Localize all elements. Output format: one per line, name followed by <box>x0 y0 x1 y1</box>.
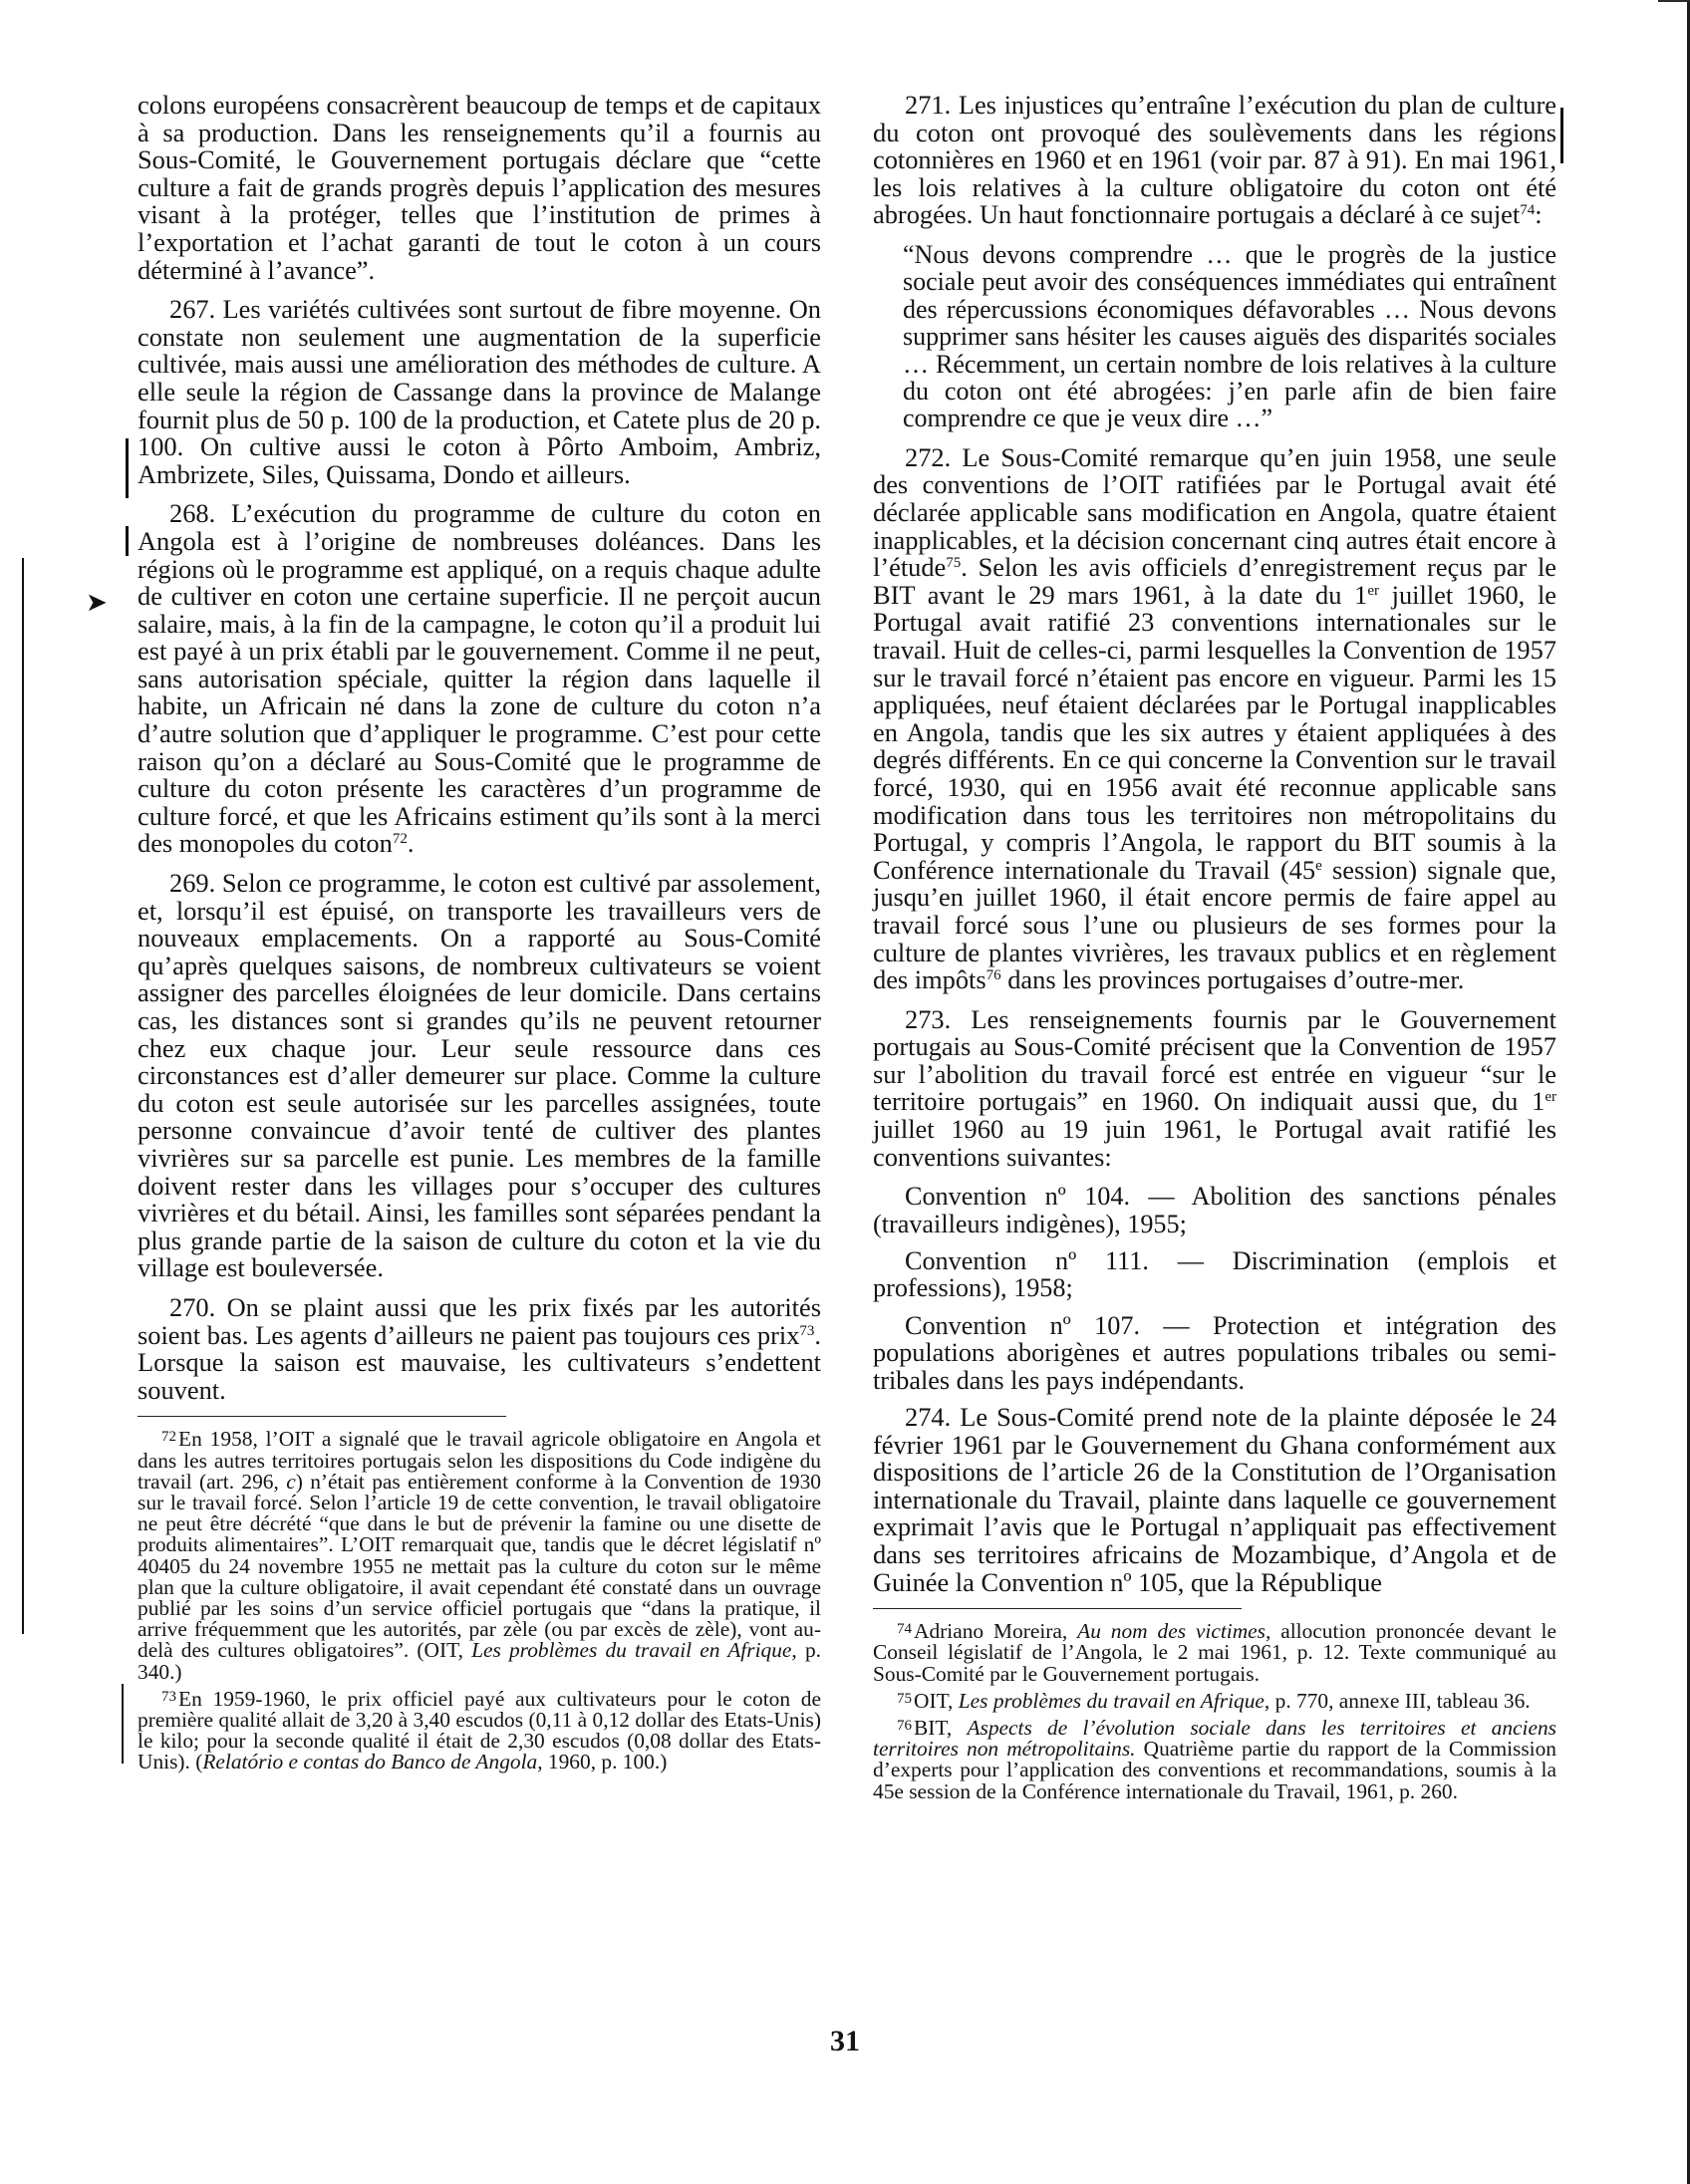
paragraph-268-end: . <box>407 828 415 859</box>
page-number: 31 <box>830 2025 860 2057</box>
footnote-separator-left <box>138 1416 506 1417</box>
footnote-73-number: 73 <box>161 1688 176 1705</box>
paragraph-272-text-d: session) signale que, jusqu’en juillet 1960, il était encore permis de faire appel au travail forcé sous l’une ou plusieurs de ses formes pour la culture de plantes vivrières, les travaux publics et en règlement des impôts <box>873 854 1556 995</box>
margin-bar-left-4 <box>122 1684 124 1764</box>
margin-bar-left-2 <box>126 526 129 556</box>
footnote-75 <box>873 1689 1556 1712</box>
paragraph-270-text-b: . Lorsque la saison est mauvaise, les cultivateurs s’endettent souvent. <box>138 1319 821 1405</box>
footnote-74-text-a: Adriano Moreira, <box>914 1619 1078 1644</box>
paragraph-271-end: : <box>1535 199 1543 230</box>
footnote-75-italic-a: Les problèmes du travail en Afrique <box>958 1688 1265 1713</box>
footnote-76-number: 76 <box>897 1718 912 1735</box>
convention-111: Convention nº 111. — Discrimination (emplois et professions), 1958; <box>873 1246 1556 1303</box>
footnote-ref-76: 76 <box>986 967 1001 984</box>
footnote-73-italic-a: Relatório e contas do Banco de Angola <box>202 1750 538 1774</box>
footnote-74-text-b: allocution prononcée devant le Conseil législatif de l’Angola, le 2 mai 1961, p. 12. Texte communiqué au Sous-Comité par le Gouvernement portugais. <box>873 1619 1556 1686</box>
footnote-ref-72: 72 <box>392 831 408 848</box>
footnote-ref-73: 73 <box>799 1322 815 1339</box>
footnote-75-number: 75 <box>897 1690 912 1707</box>
convention-107: Convention nº 107. — Protection et intégration des populations aborigènes et autres populations tribales ou semi-tribales dans les pays indépendants. <box>873 1310 1556 1395</box>
right-column <box>873 92 1556 1806</box>
footnote-73-text-b: , 1960, p. 100.) <box>537 1750 668 1774</box>
superscript-er-2: er <box>1545 1089 1556 1106</box>
footnote-ref-75: 75 <box>946 555 962 572</box>
paragraph-268-text: 268. L’exécution du programme de culture du coton en Angola est à l’origine de nombreuses doléances. Dans les régions où le programme est appliqué, on a requis chaque adulte de cultiver en coton une certaine superficie. Il ne perçoit aucun salaire, mais, à la fin de la campagne, le coton qu’il a produit lui est payé à un prix établi par le gouvernement. Comme il ne peut, sans autorisation spéciale, quitter la région dans laquelle il habite, un Africain né dans la zone de culture du coton n’a d’autre solution que d’appliquer le programme. C’est pour cette raison qu’on a déclaré au Sous-Comité que le programme de culture du coton présente les caractères d’un programme de culture forcé, et que les Africains estiment qu’ils sont à la merci des monopoles du coton <box>138 498 821 859</box>
footnote-74 <box>873 1619 1556 1685</box>
paragraph-272-text-f: dans les provinces portugaises d’outre-mer. <box>1000 964 1465 995</box>
paragraph-273-text-b: juillet 1960 au 19 juin 1961, le Portugal avait ratifié les conventions suivantes: <box>873 1114 1556 1172</box>
margin-bar-left-3 <box>22 558 24 1634</box>
paragraph-269: 269. Selon ce programme, le coton est cultivé par assolement, et, lorsqu’il est épuisé, on transporte les travailleurs vers de nouveaux emplacements. On a rapporté au Sous-Comité qu’après quelques saisons, de nombreux cultivateurs se voient assigner des parcelles éloignées de leur domicile. Dans certains cas, les distances sont si grandes qu’ils ne peuvent retourner chez eux chaque jour. Leur seule ressource dans ces circonstances est d’aller demeurer sur place. Comme la culture du coton est seule autorisée sur les parcelles assignées, toute personne convaincue d’avoir tenté de cultiver des plantes vivrières sur sa parcelle est punie. Les membres de la famille doivent rester dans les villages pour s’occuper des cultures vivrières et du bétail. Ainsi, les familles sont séparées pendant la plus grande partie de la saison de culture du coton et la vie du village est bouleversée. <box>138 868 821 1283</box>
footnote-74-italic-a: Au nom des victimes, <box>1077 1619 1271 1644</box>
scan-edge-top-line <box>1658 0 1690 2</box>
paragraph-271 <box>873 92 1556 229</box>
convention-104: Convention nº 104. — Abolition des sanctions pénales (travailleurs indigènes), 1955; <box>873 1182 1556 1238</box>
paragraph-271-text: 271. Les injustices qu’entraîne l’exécution du plan de culture du coton ont provoqué des soulèvements dans les régions cotonnières en 1960 et en 1961 (voir par. 87 à 91). En mai 1961, les lois relatives à la culture obligatoire du coton ont été abrogées. Un haut fonctionnaire portugais a déclaré à ce sujet <box>873 90 1556 230</box>
margin-bar-left-1 <box>126 438 129 498</box>
paragraph-270 <box>138 1291 821 1405</box>
paragraph-272-text-a: 272. Le Sous-Comité remarque qu’en juin 1958, une seule des conventions de l’OIT ratifiées par le Portugal avait été déclarée applicable sans modification en Angola, quatre étaient inapplicables, et la décision concernant cinq autres était encore à l’étude <box>873 441 1556 583</box>
footnote-76-text-b: Quatrième partie du rapport de la Commission d’experts pour l’application des conventions et recommandations, soumis à la 45e session de la Conférence internationale du Travail, 1961, p. 260. <box>873 1737 1557 1803</box>
footnote-76-text-a: BIT, <box>914 1716 968 1741</box>
footnote-76-italic-a: Aspects de l’évolution sociale dans les territoires et anciens territoires non métropolitains. <box>873 1716 1556 1762</box>
paragraph-268 <box>138 500 821 858</box>
paragraph-272-text-c: juillet 1960, le Portugal avait ratifié 23 conventions internationales sur le travail. Huit de celles-ci, parmi lesquelles la Convention de 1957 sur le travail forcé n’étaient pas encore en vigueur. Parmi les 15 appliquées, neuf étaient déclarées par le Portugal inapplicables en Angola, tandis que les six autres y étaient appliquées à des degrés différents. En ce qui concerne la Convention sur le travail forcé, 1930, qui en 1956 avait été reconnue applicable sans modification dans tous les territoires non métropolitains du Portugal, y compris l’Angola, le rapport du BIT soumis à la Conférence internationale du Travail (45 <box>873 579 1556 885</box>
footnote-72-text-c: , p. 340.) <box>138 1638 821 1684</box>
footnote-74-number: 74 <box>897 1621 912 1638</box>
superscript-e: e <box>1315 857 1322 874</box>
footnote-separator-right <box>873 1608 1242 1609</box>
footnote-72-italic-a: c <box>286 1469 296 1494</box>
footnote-72-text-b: ) n’était pas entièrement conforme à la Convention de 1930 sur le travail forcé. Selon l’article 19 de cette convention, le travail obligatoire ne peut être décrété “que dans le but de prévenir la famine ou une disette de produits alimentaires”. L’OIT remarquait que, tandis que le décret législatif nº 40405 du 24 novembre 1955 ne mettait pas la culture du coton sur le même plan que la culture obligatoire, il avait cependant été constaté dans un ouvrage publié par les soins d’un service officiel portugais que “dans la pratique, il arrive fréquemment que les autorités, par zèle (ou par excès de zèle), vont au-delà des cultures obligatoires”. (OIT, <box>138 1469 821 1663</box>
paragraph-272 <box>873 441 1556 995</box>
footnote-72-italic-b: Les problèmes du travail en Afrique <box>471 1638 792 1663</box>
paragraph-274: 274. Le Sous-Comité prend note de la plainte déposée le 24 février 1961 par le Gouvernement du Ghana conformément aux dispositions de l’article 26 de la Constitution de l’Organisation internationale du Travail, plainte dans laquelle ce gouvernement exprimait l’avis que le Portugal n’appliquait pas effectivement dans ses territoires africains de Mozambique, d’Angola et de Guinée la Convention nº 105, que la République <box>873 1402 1556 1597</box>
paragraph-273-text-a: 273. Les renseignements fournis par le Gouvernement portugais au Sous-Comité précisent que la Convention de 1957 sur l’abolition du travail forcé est entrée en vigueur “sur le territoire portugais” en 1960. On indiquait aussi que, du 1 <box>873 1003 1556 1117</box>
paragraph-continued: colons européens consacrèrent beaucoup de temps et de capitaux à sa production. Dans les renseignements qu’il a fournis au Sous-Comité, le Gouvernement portugais déclare que “cette culture a fait de grands progrès depuis l’application des mesures visant à la protéger, telles que l’institution de primes à l’exportation et l’achat garanti de tout le coton à un cours déterminé à l’avance”. <box>138 90 821 285</box>
paragraph-267: 267. Les variétés cultivées sont surtout de fibre moyenne. On constate non seulement une augmentation de la superficie cultivée, mais aussi une amélioration des méthodes de culture. A elle seule la région de Cassange dans la province de Malange fournit plus de 50 p. 100 de la production, et Catete plus de 20 p. 100. On cultive aussi le coton à Pôrto Amboim, Ambriz, Ambrizete, Siles, Quissama, Dondo et ailleurs. <box>138 294 821 489</box>
footnote-75-text-b: , p. 770, annexe III, tableau 36. <box>1264 1688 1531 1713</box>
paragraph-270-text-a: 270. On se plaint aussi que les prix fixés par les autorités soient bas. Les agents d’ailleurs ne paient pas toujours ces prix <box>138 1291 821 1350</box>
footnote-72 <box>138 1427 821 1682</box>
footnote-73 <box>138 1687 821 1774</box>
footnote-72-number: 72 <box>161 1429 176 1446</box>
footnote-73-text-a: En 1959-1960, le prix officiel payé aux cultivateurs pour le coton de première qualité allait de 3,20 à 3,40 escudos (0,11 à 0,12 dollar des Etats-Unis) le kilo; pour la seconde qualité il était de 2,30 escudos (0,08 dollar des Etats-Unis). ( <box>138 1686 821 1774</box>
footnote-ref-74: 74 <box>1520 202 1536 219</box>
footnote-75-text-a: OIT, <box>914 1688 959 1713</box>
left-column <box>138 92 821 1777</box>
margin-bar-right-1 <box>1560 108 1563 163</box>
paragraph-273 <box>873 1003 1556 1172</box>
paragraph-272-text-b: . Selon les avis officiels d’enregistrement reçus par le BIT avant le 29 mars 1961, à la date du 1 <box>873 552 1556 610</box>
footnote-76 <box>873 1716 1556 1802</box>
footnote-72-text-a: En 1958, l’OIT a signalé que le travail agricole obligatoire en Angola et dans les autres territoires portugais selon les dispositions du Code indigène du travail (art. 296, <box>138 1427 821 1494</box>
superscript-er: er <box>1367 582 1379 599</box>
block-quote: “Nous devons comprendre … que le progrès de la justice sociale peut avoir des conséquences immédiates qui entraînent des répercussions économiques défavorables … Nous devons supprimer sans hésiter les causes aiguës des disparités sociales … Récemment, un certain nombre de lois relatives à la culture du coton ont été abrogées: j’en parle afin de bien faire comprendre ce que je veux dire …” <box>903 239 1556 433</box>
margin-arrow-icon: ➤ <box>86 588 108 618</box>
